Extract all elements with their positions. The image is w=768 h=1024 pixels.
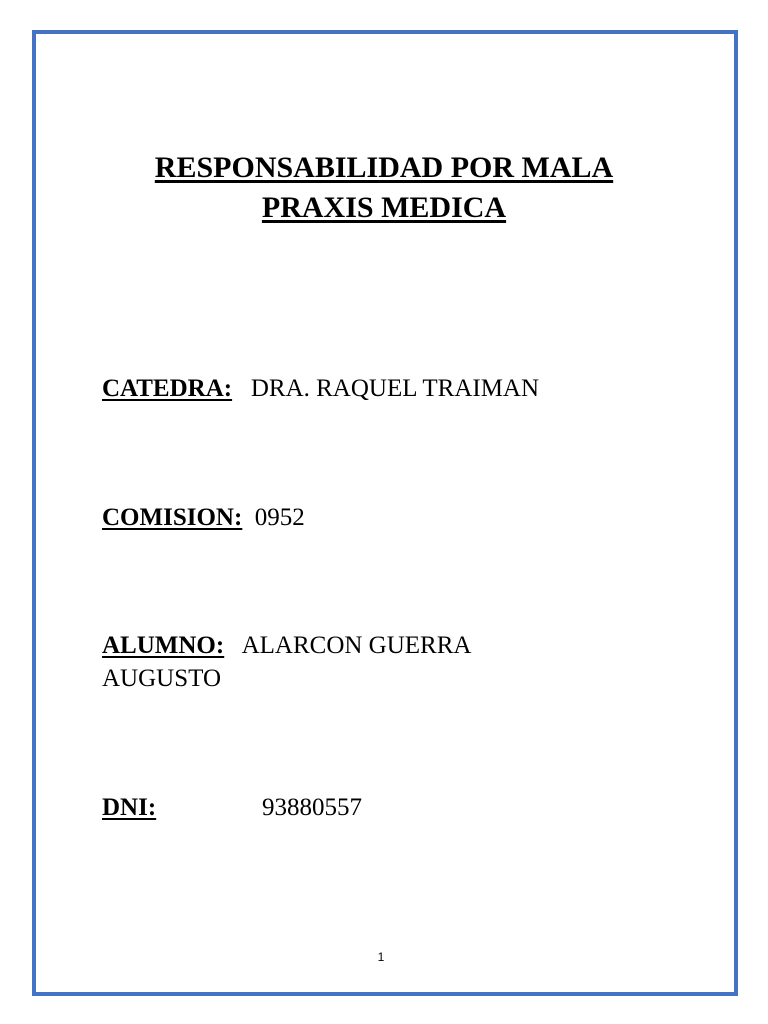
title-line-1: RESPONSABILIDAD POR MALA — [154, 151, 614, 184]
comision-field — [102, 501, 662, 534]
alumno-value-line-1: ALARCON GUERRA — [241, 632, 472, 659]
catedra-label: CATEDRA: — [102, 375, 233, 402]
title-line-2: PRAXIS MEDICA — [261, 191, 507, 224]
alumno-label: ALUMNO: — [102, 632, 225, 659]
dni-value: 93880557 — [262, 794, 362, 821]
alumno-field — [102, 629, 662, 695]
dni-field — [102, 791, 662, 824]
catedra-value: DRA. RAQUEL TRAIMAN — [250, 375, 540, 402]
dni-label: DNI: — [102, 794, 157, 821]
comision-label: COMISION: — [102, 504, 243, 531]
page-number: 1 — [377, 950, 385, 964]
alumno-value-line-2: AUGUSTO — [102, 665, 221, 692]
comision-value: 0952 — [254, 504, 305, 531]
catedra-field — [102, 372, 662, 405]
document-title — [0, 148, 768, 228]
